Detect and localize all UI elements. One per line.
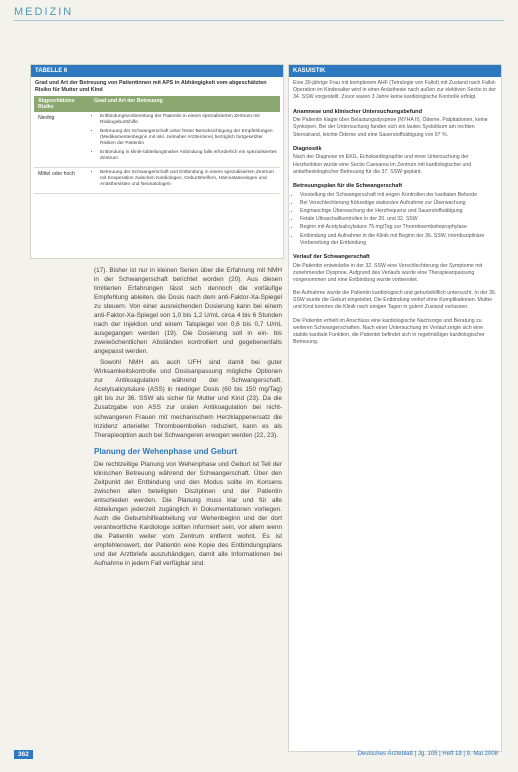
journal-citation: Deutsches Ärzteblatt | Jg. 105 | Heft 19 | 9. Mai 2008: [357, 751, 498, 757]
paragraph: (17). Bisher ist nur in kleinen Serien über die Erfahrung mit NMH in der Schwangerschaft berichtet worden (20). Aus diesen limitierten Erfahrungen lässt sich dennoch die vorläufige Empfehlung ableiten, die Dosis nach dem anti-Faktor-Xa-Spiegel zu steuern. Von einer ausreichenden Dosierung kann bei einem anti-Faktor-Xa-Spiegel von 1,0 bis 1,2 U/mL circa 4 bis 6 Stunden nach der Injektion und einem Talspiegel von 0,6 bis 0,7 U/mL ausgegangen werden (19). Die Dosierung soll in ein- bis zweiwöchentlichen Abständen kontrolliert und gegebenenfalls angepasst werden.: [94, 267, 282, 356]
kasuistik-heading: Verlauf der Schwangerschaft: [293, 253, 370, 260]
list-item: • Vorstellung der Schwangerschaft mit engen Kontrollen der kardialen Befunde: [300, 192, 497, 199]
care-item: • Entbindungsvorbereitung der Patientin in einem spezialisierten Zentrum mit Risikogeburtshilfe: [100, 114, 278, 126]
kasuistik-text: Die Patientin entwickelte in der 32. SSW eine Verschlechterung der Symptome mit zunehmender Dyspnoe. Aufgrund des Verlaufs wurde eine Therapieanpassung vorgenommen und eine Entbindung wurde vorbereitet.: [293, 262, 483, 283]
kasuistik-text: Bei Aufnahme wurde die Patientin kardiologisch und geburtshilflich untersucht. In der 36. SSW wurde die Geburt eingeleitet. Die Entbindung verlief ohne Komplikationen. Mutter und Kind konnten die Klinik nach einigen Tagen in gutem Zustand verlassen.: [293, 290, 497, 311]
list-item: • Entbindung und Aufnahme in die Klinik mit Beginn der 36. SSW, interdisziplinäre Vorbereitung der Entbindung: [300, 233, 497, 247]
table-row: [34, 112, 280, 168]
kasuistik-heading: Diagnostik: [293, 145, 322, 152]
table-6: [30, 64, 284, 259]
kasuistik-heading: Anamnese und klinischer Untersuchungsbefund: [293, 108, 422, 115]
care-item: • Betreuung der Schwangerschaft und Entbindung in einem spezialisierten Zentrum mit Kooperation zwischen Kardiologen, Geburtshelfern, Hämostaseologen und Anästhesisten und Neonatologen: [100, 170, 278, 188]
header-rule: [14, 20, 504, 21]
paragraph: Die rechtzeitige Planung von Wehenphase und Geburt ist Teil der klinischen Betreuung während der Schwangerschaft. Über den Zeitpunkt der Entbindung und den Modus sollte im Konsens zwischen allen beteiligten Disziplinen und der Patientin entschieden werden. Die Planung muss klar und für alle Abteilungen jederzeit zugänglich in Dokumentationen vorliegen. Auch die Geburtshilfeabteilung vor Wehenbeginn und der dort verantwortliche Kardiologe sollten informiert sein, vor allem wenn die Patientin weiter vom Zentrum entfernt wohnt. Es ist empfehlenswert, der Patientin eine Kopie des Entbindungsplans und der Arztbriefe auszuhändigen, damit alle Informationen bei Aufnahme in jedem Fall verfügbar sind.: [94, 460, 282, 568]
page-number: 362: [14, 750, 33, 759]
section-heading: Planung der Wehenphase und Geburt: [94, 446, 237, 456]
row-care: [90, 112, 280, 167]
care-item: • Entbindung in klinik-/abteilungsnaher Anbindung falls erforderlich ein spezialisiertes Zentrum: [100, 150, 278, 162]
table-title: Grad und Art der Betreuung von Patientinnen mit APS in Abhängigkeit vom abgeschätzten Risiko für Mutter und Kind: [35, 80, 267, 94]
col-header-risk: Abgeschätztes Risiko: [38, 98, 75, 111]
row-risk: Niedrig: [38, 115, 55, 122]
care-item: • Betreuung der Schwangerschaft unter fester Berücksichtigung der Empfehlungen (Medikamentenbeginn mit inkl. zeitnaher Arzttermine) bezüglich fortgesetzter Risiken der Patientin: [100, 129, 278, 147]
list-item: • Fetale Ultraschallkontrollen in der 20. und 32. SSW: [300, 216, 497, 223]
list-item: • Bei Verschlechterung frühzeitige stationäre Aufnahme zur Überwachung: [300, 200, 497, 207]
kasuistik-text: Nach der Diagnose im EKG, Echokardiographie und einer Untersuchung der Herzfunktion wurde eine Sectio Caesarea im Zentrum mit kardiologischer und anästhesiologischer Betreuung für die 37. SSW geplant.: [293, 154, 472, 175]
main-article-text: [94, 266, 282, 570]
row-care: [90, 168, 280, 193]
kasuistik-heading: Betreuungsplan für die Schwangerschaft: [293, 182, 403, 189]
col-header-care: Grad und Art der Betreuung: [94, 98, 163, 105]
kasuistik-body: [289, 77, 501, 352]
kasuistik-text: Die Patientin erhielt im Anschluss eine kardiologische Nachsorge und Beratung zu weiteren Schwangerschaften. Nach einer Untersuchung im Verlauf zeigte sich eine stabile kardiale Funktion, die Patientin befindet sich in regelmäßiger kardiologischer Betreuung.: [293, 317, 485, 346]
table-label: TABELLE 6: [31, 65, 283, 77]
list-item: • Engmaschige Überwachung der Herzfrequenz und Sauerstoffsättigung: [300, 208, 497, 215]
list-item: • Beginn mit Acetylsalicylsäure 75 mg/Tag zur Thromboembolieprophylaxe: [300, 224, 497, 231]
kasuistik-intro: Eine 30-jährige Frau mit komplexem AHF (Tetralogie von Fallot) mit Zustand nach Fallot-Operation im Kindesalter wird in einer Anästhesie nach außen zur elektiven Sectio in der 34. SSW vorgestellt. Zuvor waren 3 Jahre keine kardiologische Kontrolle erfolgt.: [293, 80, 497, 101]
kasuistik-label: KASUISTIK: [289, 65, 501, 77]
kasuistik-box: [288, 64, 502, 752]
table-column-headers: [34, 96, 280, 112]
section-header: MEDIZIN: [14, 6, 74, 18]
paragraph: Sowohl NMH als auch UFH sind damit bei guter Wirksamkeitskontrolle und Dosisanpassung mögliche Optionen zur Antikoagulation während der Schwangerschaft. Acetylsalicylsäure (ASS) in niedriger Dosis (60 bis 150 mg/Tag) gilt bis zur 36. SSW als sicher für Mutter und Kind (23). Da die Zusatzgabe von ASS zur oralen Antikoagulation bei nicht-schwangeren Frauen mit mechanischem Herzklappenersatz die Inzidenz arterieller Thromboembolien reduziert, kann es als Therapieoption auch bei Schwangeren erwogen werden (22, 23).: [94, 359, 282, 439]
table-row: [34, 168, 280, 194]
kasuistik-text: Die Patientin klagte über Belastungsdyspnoe (NYHA II), Ödeme. Palpitationen, keine Synkopen. Bei der Untersuchung fanden sich ein lautes Systolikum am rechten Sternalrand, leichte Ödeme und eine Sauerstoffsättigung von 97 %.: [293, 117, 488, 138]
kasuistik-list: [293, 192, 497, 247]
row-risk: Mittel oder hoch: [38, 170, 75, 177]
